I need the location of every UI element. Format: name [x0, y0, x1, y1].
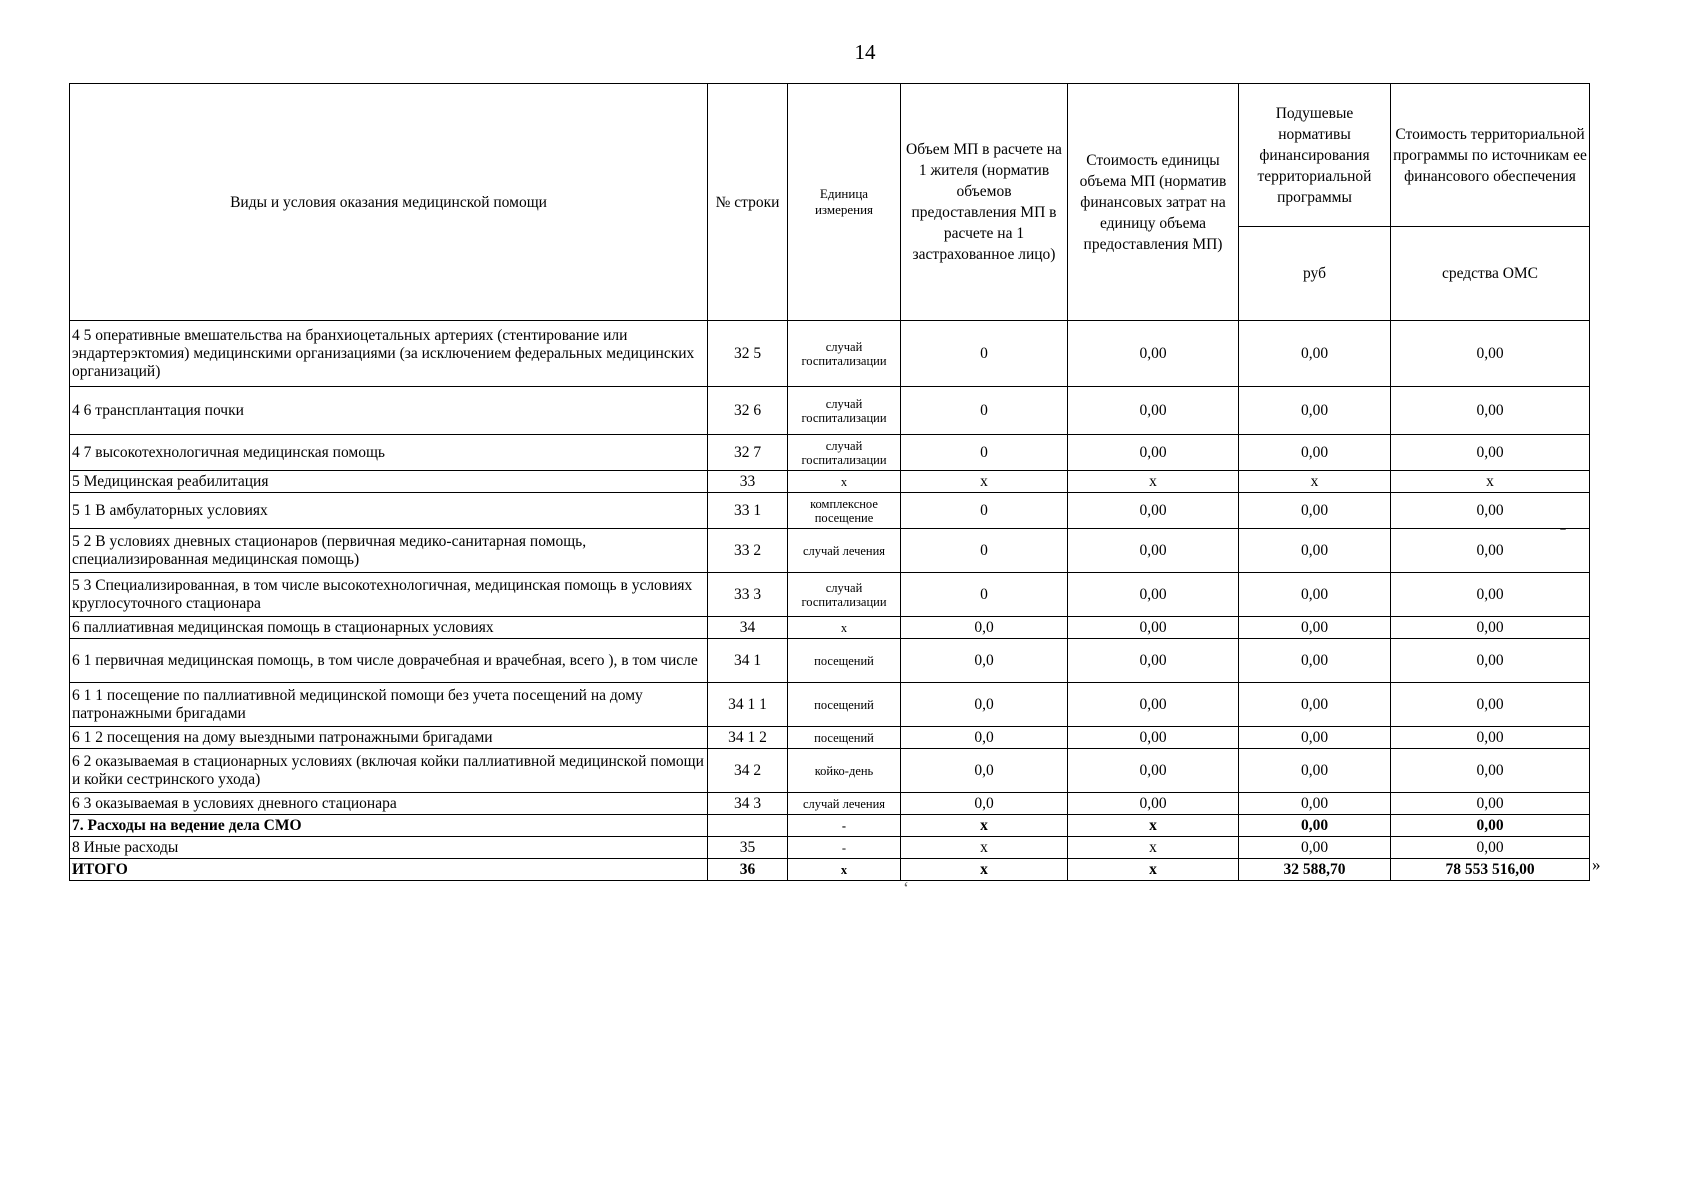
- financing-table: [69, 83, 1590, 881]
- row-name: 6 1 1 посещение по паллиативной медицинской помощи без учета посещений на дому патронажными бригадами: [70, 683, 708, 727]
- row-unit-cost: х: [1068, 471, 1239, 493]
- row-per-capita: 0,00: [1239, 749, 1391, 793]
- row-total: 0,00: [1391, 529, 1590, 573]
- table-row: [70, 435, 1590, 471]
- row-volume: 0,0: [901, 793, 1068, 815]
- row-volume: 0,0: [901, 639, 1068, 683]
- row-volume: 0,0: [901, 727, 1068, 749]
- row-unit-cost: 0,00: [1068, 529, 1239, 573]
- row-unit: х: [788, 859, 901, 881]
- row-unit: случай лечения: [788, 793, 901, 815]
- table-row: [70, 529, 1590, 573]
- row-unit: х: [788, 617, 901, 639]
- table-row: [70, 859, 1590, 881]
- row-per-capita: 0,00: [1239, 815, 1391, 837]
- row-total: 0,00: [1391, 387, 1590, 435]
- row-volume: 0,0: [901, 749, 1068, 793]
- row-volume: 0: [901, 321, 1068, 387]
- row-per-capita: 0,00: [1239, 837, 1391, 859]
- closing-quote: »: [1592, 855, 1601, 874]
- row-total: 0,00: [1391, 573, 1590, 617]
- row-per-capita: 0,00: [1239, 573, 1391, 617]
- row-name: 5 Медицинская реабилитация: [70, 471, 708, 493]
- row-unit-cost: 0,00: [1068, 683, 1239, 727]
- row-per-capita: 0,00: [1239, 639, 1391, 683]
- row-name: 7. Расходы на ведение дела СМО: [70, 815, 708, 837]
- row-code: 33 1: [708, 493, 788, 529]
- row-total: 0,00: [1391, 837, 1590, 859]
- row-code: 34: [708, 617, 788, 639]
- row-name: 8 Иные расходы: [70, 837, 708, 859]
- row-per-capita: 0,00: [1239, 435, 1391, 471]
- row-unit: -: [788, 837, 901, 859]
- row-volume: х: [901, 859, 1068, 881]
- row-volume: 0: [901, 529, 1068, 573]
- row-unit: случай госпитализации: [788, 573, 901, 617]
- row-volume: х: [901, 471, 1068, 493]
- header-name: Виды и условия оказания медицинской помощи: [70, 84, 708, 321]
- row-unit-cost: 0,00: [1068, 749, 1239, 793]
- subheader-rub: руб: [1239, 227, 1391, 321]
- row-total: 0,00: [1391, 617, 1590, 639]
- row-per-capita: 0,00: [1239, 321, 1391, 387]
- table-row: [70, 573, 1590, 617]
- subheader-oms: средства ОМС: [1391, 227, 1590, 321]
- row-total: х: [1391, 471, 1590, 493]
- row-code: 32 6: [708, 387, 788, 435]
- row-per-capita: х: [1239, 471, 1391, 493]
- row-per-capita: 0,00: [1239, 793, 1391, 815]
- row-per-capita: 32 588,70: [1239, 859, 1391, 881]
- row-name: 4 6 трансплантация почки: [70, 387, 708, 435]
- row-code: 34 2: [708, 749, 788, 793]
- row-unit: посещений: [788, 727, 901, 749]
- row-total: 78 553 516,00: [1391, 859, 1590, 881]
- row-code: 35: [708, 837, 788, 859]
- header-per-capita: Подушевые нормативы финансирования территориальной программы: [1239, 84, 1391, 227]
- row-per-capita: 0,00: [1239, 683, 1391, 727]
- row-total: 0,00: [1391, 639, 1590, 683]
- table-row: [70, 749, 1590, 793]
- row-volume: х: [901, 815, 1068, 837]
- row-total: 0,00: [1391, 321, 1590, 387]
- table-row: [70, 471, 1590, 493]
- row-code: 33: [708, 471, 788, 493]
- row-total: 0,00: [1391, 493, 1590, 529]
- row-total: 0,00: [1391, 815, 1590, 837]
- header-unit-cost: Стоимость единицы объема МП (норматив финансовых затрат на единицу объема предоставления МП): [1068, 84, 1239, 321]
- table-row: [70, 493, 1590, 529]
- row-unit: комплексное посещение: [788, 493, 901, 529]
- table-row: [70, 617, 1590, 639]
- table-body: [70, 321, 1590, 881]
- row-per-capita: 0,00: [1239, 387, 1391, 435]
- row-code: 32 7: [708, 435, 788, 471]
- row-code: 34 1 2: [708, 727, 788, 749]
- row-unit-cost: 0,00: [1068, 639, 1239, 683]
- row-unit-cost: 0,00: [1068, 617, 1239, 639]
- row-unit: -: [788, 815, 901, 837]
- row-volume: 0: [901, 387, 1068, 435]
- row-unit: х: [788, 471, 901, 493]
- stray-mark: ʻ: [903, 878, 909, 898]
- row-total: 0,00: [1391, 435, 1590, 471]
- row-unit: посещений: [788, 683, 901, 727]
- table-row: [70, 683, 1590, 727]
- page-number: 14: [854, 40, 876, 64]
- row-name: 6 паллиативная медицинская помощь в стационарных условиях: [70, 617, 708, 639]
- row-name: 6 3 оказываемая в условиях дневного стационара: [70, 793, 708, 815]
- row-unit: случай лечения: [788, 529, 901, 573]
- row-total: 0,00: [1391, 683, 1590, 727]
- row-unit-cost: 0,00: [1068, 387, 1239, 435]
- row-code: [708, 815, 788, 837]
- table-row: [70, 793, 1590, 815]
- row-name: 5 3 Специализированная, в том числе высокотехнологичная, медицинская помощь в условиях круглосуточного стационара: [70, 573, 708, 617]
- row-code: 34 3: [708, 793, 788, 815]
- row-unit-cost: х: [1068, 859, 1239, 881]
- row-unit-cost: 0,00: [1068, 321, 1239, 387]
- row-unit: посещений: [788, 639, 901, 683]
- row-per-capita: 0,00: [1239, 617, 1391, 639]
- row-unit-cost: 0,00: [1068, 435, 1239, 471]
- row-code: 33 3: [708, 573, 788, 617]
- row-code: 33 2: [708, 529, 788, 573]
- header-row-number: № строки: [708, 84, 788, 321]
- row-unit-cost: х: [1068, 815, 1239, 837]
- row-total: 0,00: [1391, 793, 1590, 815]
- row-volume: х: [901, 837, 1068, 859]
- table-row: [70, 815, 1590, 837]
- row-volume: 0: [901, 435, 1068, 471]
- row-unit-cost: 0,00: [1068, 493, 1239, 529]
- row-name: ИТОГО: [70, 859, 708, 881]
- row-name: 6 1 2 посещения на дому выездными патронажными бригадами: [70, 727, 708, 749]
- table-row: [70, 387, 1590, 435]
- row-unit: койко-день: [788, 749, 901, 793]
- row-per-capita: 0,00: [1239, 529, 1391, 573]
- row-name: 5 2 В условиях дневных стационаров (первичная медико-санитарная помощь, специализированная медицинская помощь): [70, 529, 708, 573]
- row-unit-cost: 0,00: [1068, 573, 1239, 617]
- row-volume: 0,0: [901, 683, 1068, 727]
- row-code: 32 5: [708, 321, 788, 387]
- row-code: 36: [708, 859, 788, 881]
- row-unit-cost: 0,00: [1068, 727, 1239, 749]
- header-unit: Единица измерения: [788, 84, 901, 321]
- row-total: 0,00: [1391, 727, 1590, 749]
- row-name: 6 1 первичная медицинская помощь, в том числе доврачебная и врачебная, всего ), в том числе: [70, 639, 708, 683]
- row-name: 6 2 оказываемая в стационарных условиях (включая койки паллиативной медицинской помощи и койки сестринского ухода): [70, 749, 708, 793]
- row-volume: 0: [901, 493, 1068, 529]
- row-per-capita: 0,00: [1239, 493, 1391, 529]
- row-name: 4 7 высокотехнологичная медицинская помощь: [70, 435, 708, 471]
- header-program-cost: Стоимость территориальной программы по источникам ее финансового обеспечения: [1391, 84, 1590, 227]
- row-volume: 0,0: [901, 617, 1068, 639]
- row-unit-cost: 0,00: [1068, 793, 1239, 815]
- row-unit-cost: х: [1068, 837, 1239, 859]
- row-unit: случай госпитализации: [788, 387, 901, 435]
- row-name: 5 1 В амбулаторных условиях: [70, 493, 708, 529]
- table-row: [70, 639, 1590, 683]
- stray-mark: ˉ: [1560, 524, 1566, 544]
- row-name: 4 5 оперативные вмешательства на бранхиоцетальных артериях (стентирование или эндартерэктомия) медицинскими организациями (за исключением федеральных медицинских организаций): [70, 321, 708, 387]
- header-volume: Объем МП в расчете на 1 жителя (норматив объемов предоставления МП в расчете на 1 застрахованное лицо): [901, 84, 1068, 321]
- table-row: [70, 321, 1590, 387]
- table-row: [70, 727, 1590, 749]
- row-total: 0,00: [1391, 749, 1590, 793]
- row-per-capita: 0,00: [1239, 727, 1391, 749]
- row-unit: случай госпитализации: [788, 435, 901, 471]
- table-row: [70, 837, 1590, 859]
- row-unit: случай госпитализации: [788, 321, 901, 387]
- row-volume: 0: [901, 573, 1068, 617]
- row-code: 34 1: [708, 639, 788, 683]
- row-code: 34 1 1: [708, 683, 788, 727]
